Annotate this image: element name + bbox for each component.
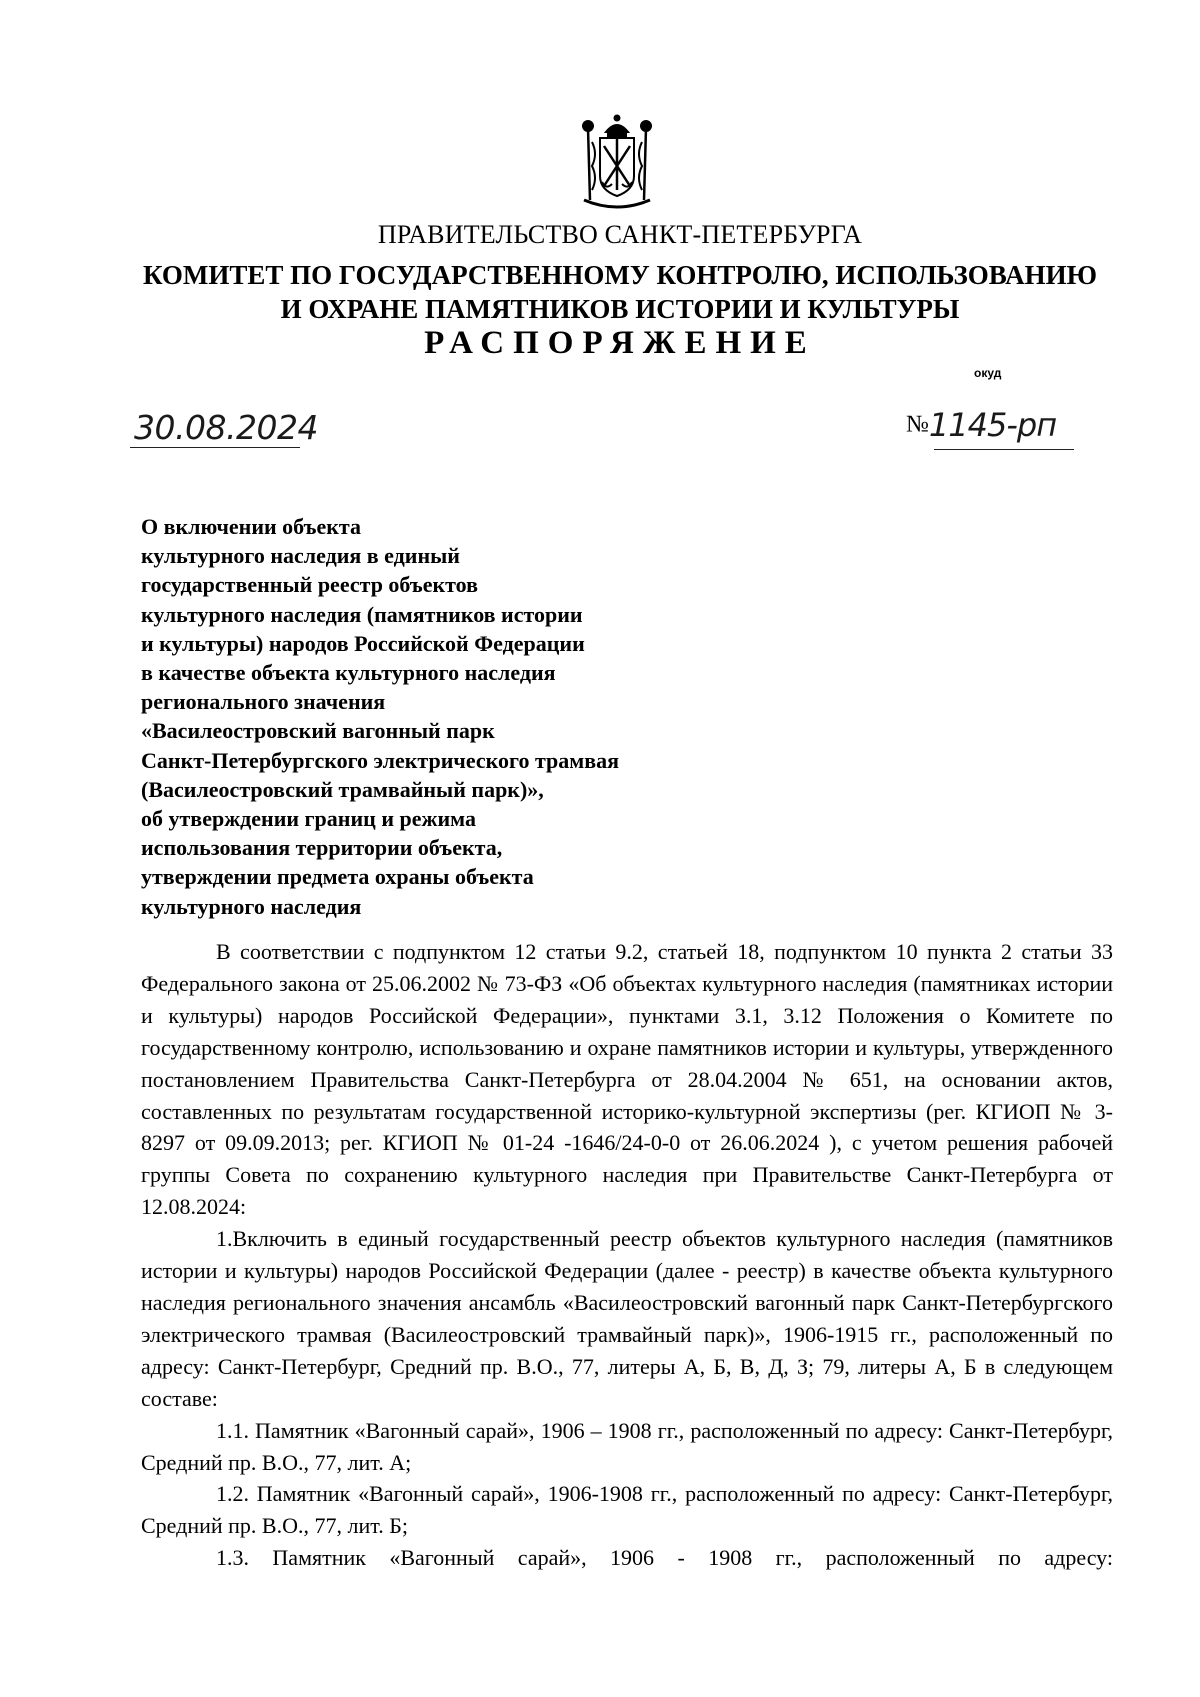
committee-title-line: КОМИТЕТ ПО ГОСУДАРСТВЕННОМУ КОНТРОЛЮ, ИСПОЛЬЗОВАНИЮ (143, 260, 1097, 290)
subject-line: Санкт-Петербургского электрического трамвая (141, 747, 620, 773)
subject-line: культурного наследия в единый (141, 543, 460, 569)
committee-title-line: И ОХРАНЕ ПАМЯТНИКОВ ИСТОРИИ И КУЛЬТУРЫ (280, 294, 960, 324)
subject-line: регионального значения (141, 689, 386, 715)
document-type: РАСПОРЯЖЕНИЕ (424, 325, 816, 361)
subject-line: об утверждении границ и режима (141, 806, 476, 832)
subject-line: государственный реестр объектов (141, 572, 478, 598)
document-subject (141, 512, 761, 921)
subject-line: «Василеостровский вагонный парк (141, 718, 495, 744)
subject-line: утверждении предмета охраны объекта (141, 864, 534, 890)
number-value: 1145-рп (928, 406, 1057, 444)
body-paragraph-item-1: 1.Включить в единый государственный реестр объектов культурного наследия (памятников истории и культуры) народов Российской Федерации (далее - реестр) в качестве объекта культурного наследия регионального значения ансамбль «Василеостровский вагонный парк Санкт-Петербургского электрического трамвая (Василеостровский трамвайный парк)», 1906-1915 гг., расположенный по адресу: Санкт-Петербург, Средний пр. В.О., 77, литеры А, Б, В, Д, З; 79, литеры А, Б в следующем составе: (141, 1226, 1113, 1411)
government-title: ПРАВИТЕЛЬСТВО САНКТ-ПЕТЕРБУРГА (377, 220, 863, 249)
body-paragraph-preamble: В соответствии с подпунктом 12 статьи 9.2, статьей 18, подпунктом 10 пункта 2 статьи 33 Федерального закона от 25.06.2002 № 73-ФЗ «Об объектах культурного наследия (памятниках истории и культуры) народов Российской Федерации», пунктами 3.1, 3.12 Положения о Комитете по государственному контролю, использованию и охране памятников истории и культуры, утвержденного постановлением Правительства Санкт-Петербурга от 28.04.2004 № 651, на основании актов, составленных по результатам государственной историко-культурной экспертизы (рег. КГИОП № 3-8297 от 09.09.2013; рег. КГИОП № 01-24 -1646/24-0-0 от 26.06.2024 ), с учетом решения рабочей группы Совета по сохранению культурного наследия при Правительстве Санкт-Петербурга от 12.08.2024: (141, 939, 1113, 1220)
document-body (141, 936, 1113, 1574)
st-petersburg-coat-of-arms-icon (578, 114, 656, 210)
document-date: 30.08.2024 (134, 408, 318, 447)
subject-line: (Василеостровский трамвайный парк)», (141, 776, 544, 802)
body-paragraph-item-1-1: 1.1. Памятник «Вагонный сарай», 1906 – 1908 гг., расположенный по адресу: Санкт-Петербург, Средний пр. В.О., 77, лит. А; (141, 1417, 1113, 1475)
date-underline (130, 447, 300, 448)
document-number (906, 406, 1056, 444)
subject-line: культурного наследия (141, 893, 362, 919)
subject-line: в качестве объекта культурного наследия (141, 660, 556, 686)
body-paragraph-item-1-2: 1.2. Памятник «Вагонный сарай», 1906-1908 гг., расположенный по адресу: Санкт-Петербург, Средний пр. В.О., 77, лит. Б; (141, 1481, 1113, 1539)
number-sign: № (906, 411, 929, 438)
subject-line: и культуры) народов Российской Федерации (141, 630, 585, 656)
body-paragraph-item-1-3: 1.3. Памятник «Вагонный сарай», 1906 - 1908 гг., расположенный по адресу: (216, 1545, 1113, 1571)
committee-title (0, 258, 1200, 326)
subject-line: О включении объекта (141, 514, 361, 539)
subject-line: культурного наследия (памятников истории (141, 601, 583, 627)
subject-line: использования территории объекта, (141, 835, 503, 861)
okud-label: окуд (974, 366, 1002, 380)
number-underline (934, 449, 1074, 450)
